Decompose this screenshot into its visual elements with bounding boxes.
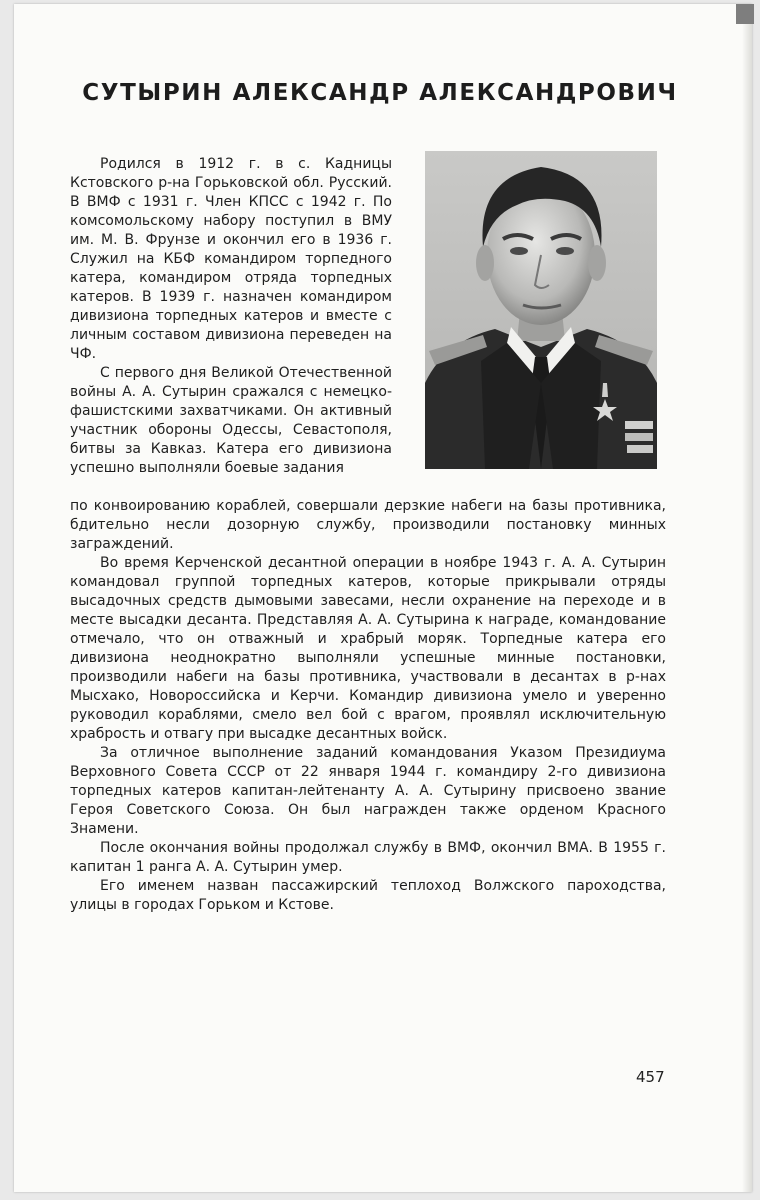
paragraph: Во время Керченской десантной операции в ноябре 1943 г. А. А. Сутырин командовал группой торпедных катеров, которые прикрывали отряды высадочных средств дымовыми завесами, несли охранение на переходе и в месте высадки десанта. Представляя А. А. Сутырина к награде, командование отмечало, что он отважный и храбрый моряк. Торпедные катера его дивизиона неоднократно выполняли успешные минные постановки, производили набеги на базы противника, участвовали в десантах в р-нах Мысхако, Новороссийска и Керчи. Командир дивизиона умело и уверенно руководил кораблями, смело вел бой с врагом, проявлял исключительную храбрость и отвагу при высадке десантных войск. — [70, 555, 666, 742]
text-column-beside-photo — [70, 155, 392, 478]
paragraph: За отличное выполнение заданий командования Указом Президиума Верховного Совета СССР от 22 января 1944 г. командиру 2-го дивизиона торпедных катеров капитан-лейтенанту А. А. Сутырину присвоено звание Героя Советского Союза. Он был награжден также орденом Красного Знамени. — [70, 745, 666, 837]
paragraph-continuation: по конвоированию кораблей, совершали дерзкие набеги на базы противника, бдительно несли дозорную службу, производили постановку минных заграждений. — [70, 498, 666, 552]
page-number: 457 — [636, 1068, 665, 1086]
portrait-photo — [425, 151, 657, 469]
paragraph: После окончания войны продолжал службу в ВМФ, окончил ВМА. В 1955 г. капитан 1 ранга А. А. Сутырин умер. — [70, 840, 666, 875]
page-edge-shadow — [742, 4, 752, 1192]
paragraph: Родился в 1912 г. в с. Кадницы Кстовского р-на Горьковской обл. Русский. В ВМФ с 1931 г. Член КПСС с 1942 г. По комсомольскому набору поступил в ВМУ им. М. В. Фрунзе и окончил его в 1936 г. Служил на КБФ командиром торпедного катера, командиром отряда торпедных катеров. В 1939 г. назначен командиром дивизиона торпедных катеров и вместе с личным составом дивизиона переведен на ЧФ. — [70, 156, 392, 362]
paragraph: С первого дня Великой Отечественной войны А. А. Сутырин сражался с немецко-фашистскими захватчиками. Он активный участник обороны Одессы, Севастополя, битвы за Кавказ. Катера его дивизиона успешно выполняли боевые задания — [70, 365, 392, 476]
corner-mark — [736, 4, 754, 24]
page-title: СУТЫРИН АЛЕКСАНДР АЛЕКСАНДРОВИЧ — [82, 80, 678, 106]
text-body — [70, 497, 666, 915]
paragraph: Его именем назван пассажирский теплоход Волжского пароходства, улицы в городах Горьком и Кстове. — [70, 878, 666, 913]
